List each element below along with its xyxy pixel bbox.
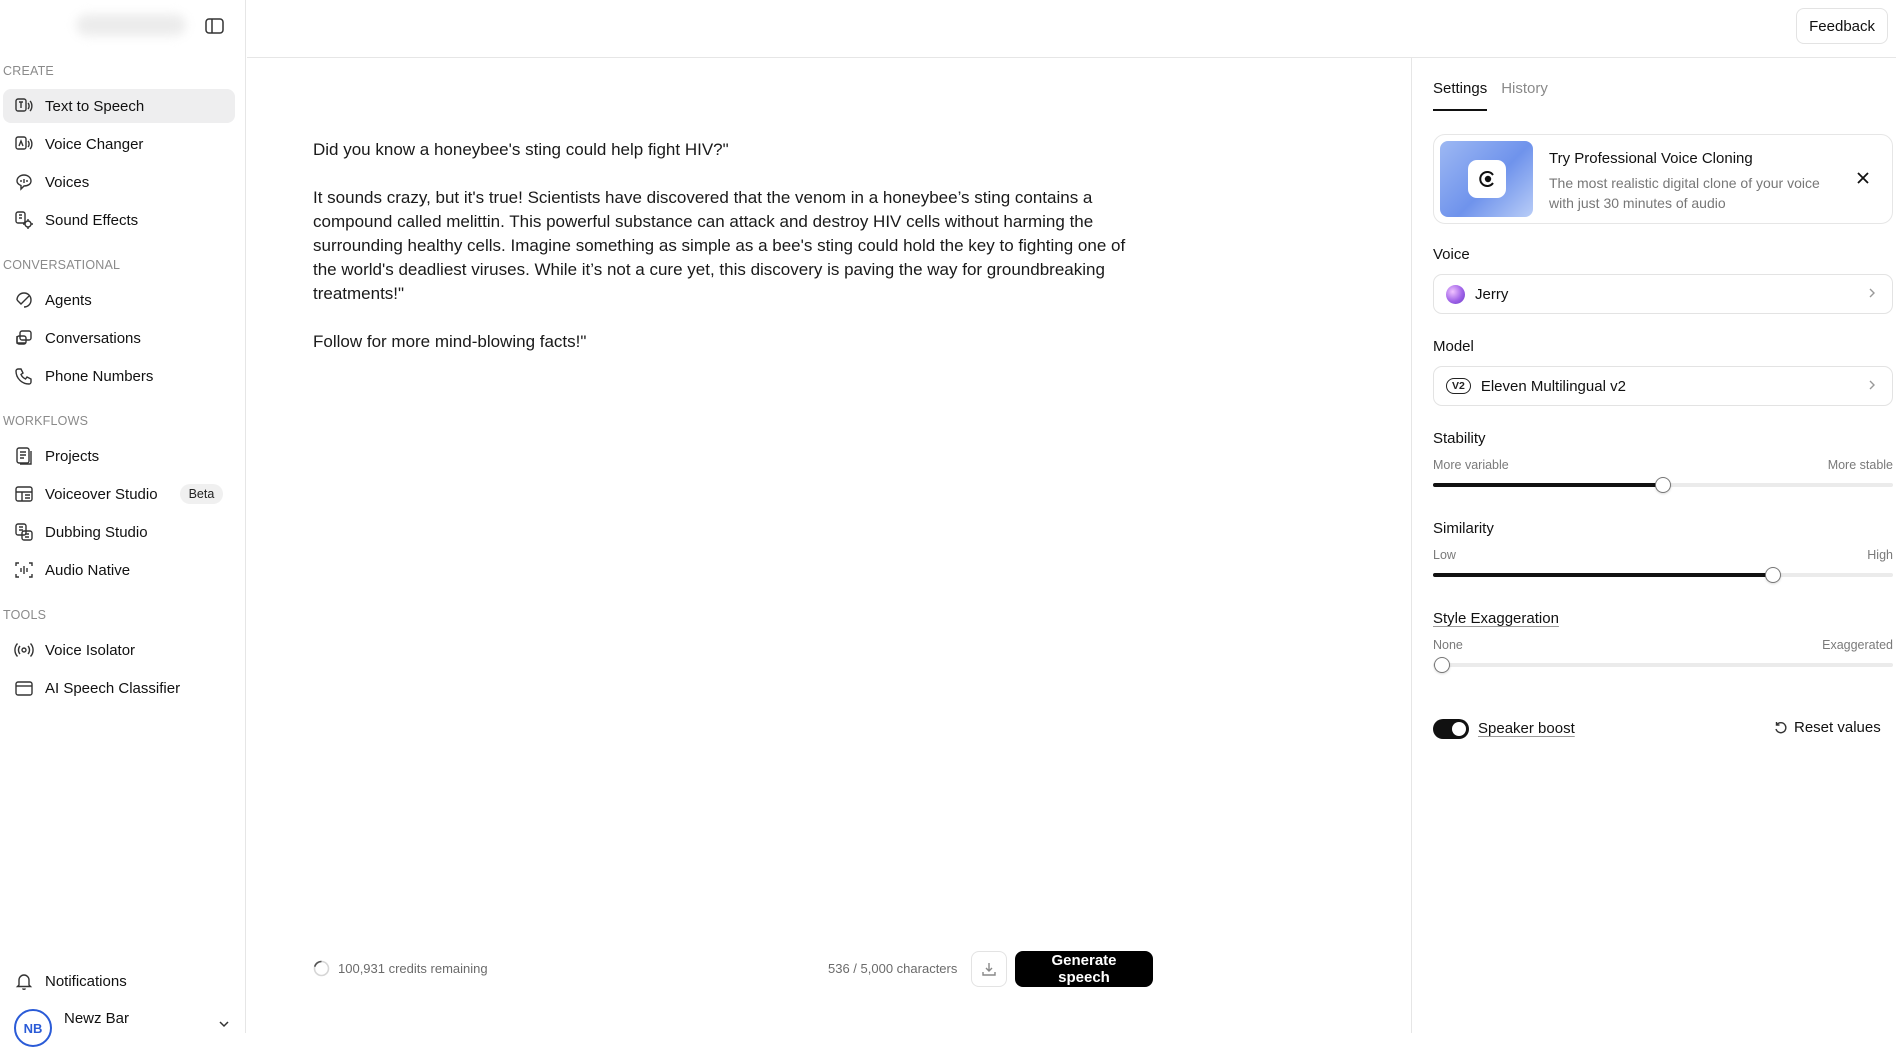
voice-avatar xyxy=(1446,285,1465,304)
audio-native-icon xyxy=(13,559,35,581)
stability-slider[interactable] xyxy=(1433,477,1893,493)
top-bar xyxy=(247,0,1896,58)
sidebar-item-voiceover-studio[interactable] xyxy=(3,477,235,511)
close-icon[interactable] xyxy=(1856,171,1870,185)
voices-icon xyxy=(13,171,35,193)
sidebar-item-label: Audio Native xyxy=(45,561,131,579)
user-menu[interactable] xyxy=(14,1006,234,1036)
style-range-labels xyxy=(1433,638,1893,652)
sidebar-item-label: Voice Changer xyxy=(45,135,144,153)
tab-history[interactable]: History xyxy=(1501,80,1548,97)
sidebar-item-label: Conversations xyxy=(45,329,141,347)
brand-logo xyxy=(76,14,186,36)
voice-changer-icon xyxy=(13,133,35,155)
beta-badge: Beta xyxy=(180,484,224,504)
section-label-create: CREATE xyxy=(3,64,54,78)
sidebar-item-voice-changer[interactable] xyxy=(3,127,235,161)
speaker-boost-label: Speaker boost xyxy=(1478,720,1575,737)
editor-paragraph: Follow for more mind-blowing facts!" xyxy=(313,332,587,351)
collapse-sidebar-button[interactable] xyxy=(202,16,226,36)
phone-icon xyxy=(13,365,35,387)
voice-label: Voice xyxy=(1433,246,1470,263)
panel-tabs xyxy=(1433,80,1562,111)
sidebar-item-notifications[interactable] xyxy=(3,964,235,998)
ai-speech-classifier-icon xyxy=(13,677,35,699)
sidebar-item-label: Agents xyxy=(45,291,92,309)
section-label-conversational: CONVERSATIONAL xyxy=(3,258,121,272)
similarity-max-label: High xyxy=(1867,548,1893,562)
style-exaggeration-slider[interactable] xyxy=(1433,657,1893,673)
chevron-down-icon xyxy=(218,1020,230,1028)
settings-panel xyxy=(1411,58,1896,1033)
model-select[interactable] xyxy=(1433,366,1893,406)
voiceover-studio-icon xyxy=(13,483,35,505)
similarity-label: Similarity xyxy=(1433,520,1494,537)
stability-min-label: More variable xyxy=(1433,458,1509,472)
projects-icon xyxy=(13,445,35,467)
sidebar-item-voice-isolator[interactable] xyxy=(3,633,235,667)
conversations-icon xyxy=(13,327,35,349)
credits-indicator xyxy=(313,960,488,977)
sidebar-item-projects[interactable] xyxy=(3,439,235,473)
chevron-right-icon xyxy=(1868,379,1876,391)
reset-icon xyxy=(1774,721,1788,735)
slider-thumb[interactable] xyxy=(1655,477,1671,493)
promo-image xyxy=(1440,141,1533,217)
tab-settings[interactable]: Settings xyxy=(1433,80,1487,111)
user-name: Newz Bar xyxy=(64,1009,130,1027)
stability-label: Stability xyxy=(1433,430,1486,447)
style-max-label: Exaggerated xyxy=(1822,638,1893,652)
editor-paragraph: It sounds crazy, but it's true! Scientists have discovered that the venom in a honeybee’s sting contains a compound called melittin. This powerful substance can attack and destroy HIV cells without harming the surrounding healthy cells. Imagine something as simple as a bee's sting could hold the key to fighting one of the world's deadliest viruses. While it’s not a cure yet, this discovery is paving the way for groundbreaking treatments!" xyxy=(313,188,1126,303)
sidebar-item-label: Voices xyxy=(45,173,90,191)
slider-fill xyxy=(1433,573,1773,577)
model-label: Model xyxy=(1433,338,1474,355)
section-label-workflows: WORKFLOWS xyxy=(3,414,89,428)
sidebar xyxy=(0,0,246,1036)
editor-footer xyxy=(313,950,1153,988)
style-min-label: None xyxy=(1433,638,1463,652)
sidebar-item-dubbing-studio[interactable] xyxy=(3,515,235,549)
sidebar-item-label: Projects xyxy=(45,447,100,465)
model-value: Eleven Multilingual v2 xyxy=(1480,377,1626,395)
slider-thumb[interactable] xyxy=(1434,657,1450,673)
sidebar-item-agents[interactable] xyxy=(3,283,235,317)
credits-ring-icon xyxy=(313,960,330,977)
sidebar-item-ai-speech-classifier[interactable] xyxy=(3,671,235,705)
dubbing-studio-icon xyxy=(13,521,35,543)
sidebar-item-label: Phone Numbers xyxy=(45,367,154,385)
reset-values-label: Reset values xyxy=(1794,719,1881,736)
sidebar-item-label: Sound Effects xyxy=(45,211,139,229)
voice-select[interactable] xyxy=(1433,274,1893,314)
slider-thumb[interactable] xyxy=(1765,567,1781,583)
sidebar-item-audio-native[interactable] xyxy=(3,553,235,587)
sidebar-item-voices[interactable] xyxy=(3,165,235,199)
speaker-boost-toggle[interactable] xyxy=(1433,719,1469,739)
voice-isolator-icon xyxy=(13,639,35,661)
sidebar-item-label: Voiceover Studio xyxy=(45,485,158,503)
chevron-right-icon xyxy=(1868,287,1876,299)
sidebar-item-label: Dubbing Studio xyxy=(45,523,148,541)
editor-paragraph: Did you know a honeybee's sting could help fight HIV?" xyxy=(313,140,729,159)
avatar: NB xyxy=(14,1009,52,1047)
sidebar-item-label: AI Speech Classifier xyxy=(45,679,181,697)
sidebar-item-phone-numbers[interactable] xyxy=(3,359,235,393)
model-version-badge: V2 xyxy=(1446,378,1471,394)
reset-values-button[interactable] xyxy=(1774,719,1881,736)
style-exaggeration-label: Style Exaggeration xyxy=(1433,610,1559,627)
credits-text: 100,931 credits remaining xyxy=(338,961,488,976)
feedback-button[interactable]: Feedback xyxy=(1796,8,1888,44)
sidebar-item-label: Notifications xyxy=(45,972,127,990)
text-editor[interactable] xyxy=(313,138,1143,378)
promo-description: The most realistic digital clone of your voice with just 30 minutes of audio xyxy=(1549,175,1820,211)
promo-card[interactable] xyxy=(1433,134,1893,224)
section-label-tools: TOOLS xyxy=(3,608,47,622)
sidebar-item-label: Text to Speech xyxy=(45,97,145,115)
character-count: 536 / 5,000 characters xyxy=(828,961,958,976)
stability-range-labels xyxy=(1433,458,1893,472)
sidebar-toggle-icon xyxy=(205,18,224,34)
sidebar-item-conversations[interactable] xyxy=(3,321,235,355)
sidebar-item-label: Voice Isolator xyxy=(45,641,136,659)
agents-icon xyxy=(13,289,35,311)
toggle-knob xyxy=(1452,722,1466,736)
text-to-speech-icon xyxy=(13,95,35,117)
voice-clone-icon xyxy=(1476,168,1498,190)
download-icon xyxy=(981,961,997,977)
slider-fill xyxy=(1433,483,1663,487)
bell-icon xyxy=(13,970,35,992)
stability-max-label: More stable xyxy=(1827,458,1893,472)
similarity-range-labels xyxy=(1433,548,1893,562)
voice-value: Jerry xyxy=(1475,285,1509,303)
promo-title: Try Professional Voice Cloning xyxy=(1549,150,1753,167)
sidebar-item-sound-effects[interactable] xyxy=(3,203,235,237)
similarity-slider[interactable] xyxy=(1433,567,1893,583)
generate-speech-button[interactable]: Generate speech xyxy=(1015,951,1153,987)
sound-effects-icon xyxy=(13,209,35,231)
download-button[interactable] xyxy=(971,951,1007,987)
sidebar-item-text-to-speech[interactable] xyxy=(3,89,235,123)
similarity-min-label: Low xyxy=(1433,548,1456,562)
